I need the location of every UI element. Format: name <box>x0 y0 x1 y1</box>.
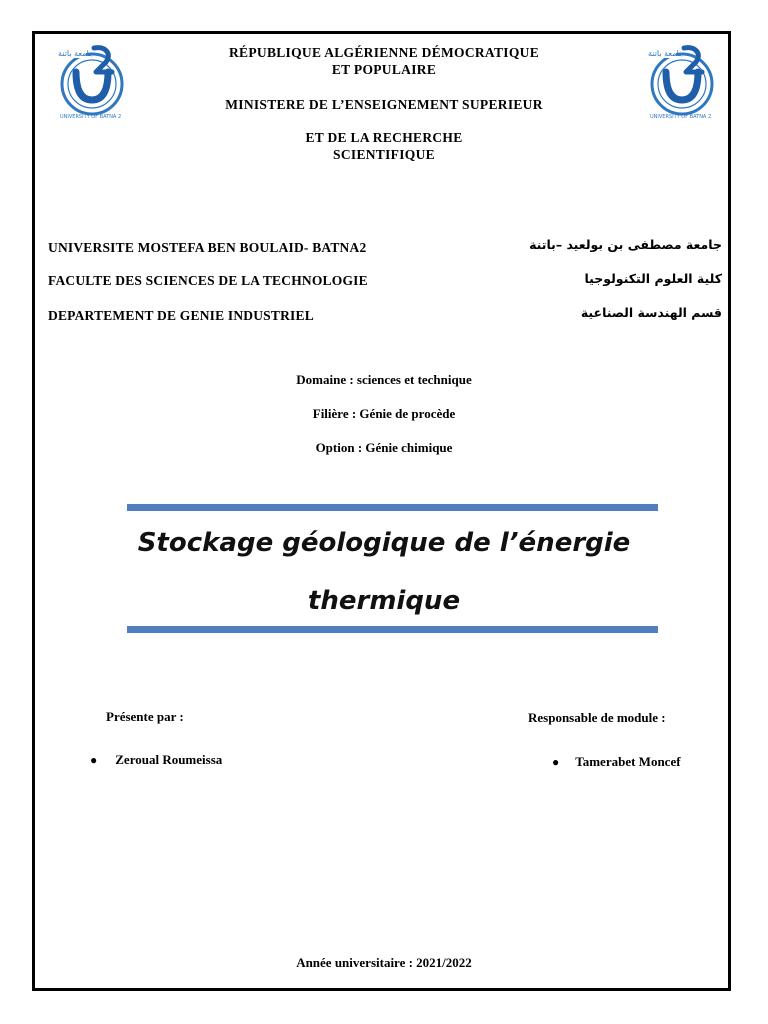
academic-year: Année universitaire : 2021/2022 <box>296 955 472 970</box>
responsible-label: Responsable de module : <box>528 710 666 725</box>
header-recherche: ET DE LA RECHERCHE <box>305 130 463 145</box>
domain-line: Domaine : sciences et technique <box>296 372 472 387</box>
logo-arabic-text: جامعة باتنة <box>58 49 94 58</box>
faculty-name: FACULTE DES SCIENCES DE LA TECHNOLOGIE <box>48 273 368 288</box>
presented-by-item <box>90 751 222 769</box>
page-border <box>32 31 731 991</box>
logo-english-text: UNIVERSITY OF BATNA 2 <box>60 114 122 120</box>
header-populaire: ET POPULAIRE <box>331 62 437 77</box>
faculty-name-arabic: كلية العلوم التكنولوجيا <box>584 271 722 286</box>
header-scientifique: SCIENTIFIQUE <box>333 147 435 162</box>
header-republic: RÉPUBLIQUE ALGÉRIENNE DÉMOCRATIQUE <box>229 45 539 60</box>
logo-arabic-text: جامعة باتنة <box>648 49 684 58</box>
university-name: UNIVERSITE MOSTEFA BEN BOULAID- BATNA2 <box>48 240 367 255</box>
presented-by-label: Présente par : <box>106 709 184 724</box>
title-line-2: thermique <box>307 586 461 616</box>
header-ministere: MINISTERE DE L’ENSEIGNEMENT SUPERIEUR <box>225 97 543 112</box>
bullet-icon: ● <box>552 755 560 769</box>
supervisor-name: Tamerabet Moncef <box>575 754 681 769</box>
logo-english-text: UNIVERSITY OF BATNA 2 <box>650 114 712 120</box>
title-line-1: Stockage géologique de l’énergie <box>137 528 631 558</box>
option-line: Option : Génie chimique <box>315 440 453 455</box>
title-rule-top <box>127 504 658 511</box>
student-name: Zeroual Roumeissa <box>115 752 223 767</box>
department-name-arabic: قسم الهندسة الصناعية <box>580 305 722 320</box>
responsible-item <box>552 753 681 771</box>
title-rule-bottom <box>127 626 658 633</box>
department-name: DEPARTEMENT DE GENIE INDUSTRIEL <box>48 308 314 323</box>
university-name-arabic: جامعة مصطفى بن بولعيد –باتنة <box>529 237 722 252</box>
filiere-line: Filière : Génie de procède <box>312 406 456 421</box>
bullet-icon: ● <box>90 753 98 767</box>
